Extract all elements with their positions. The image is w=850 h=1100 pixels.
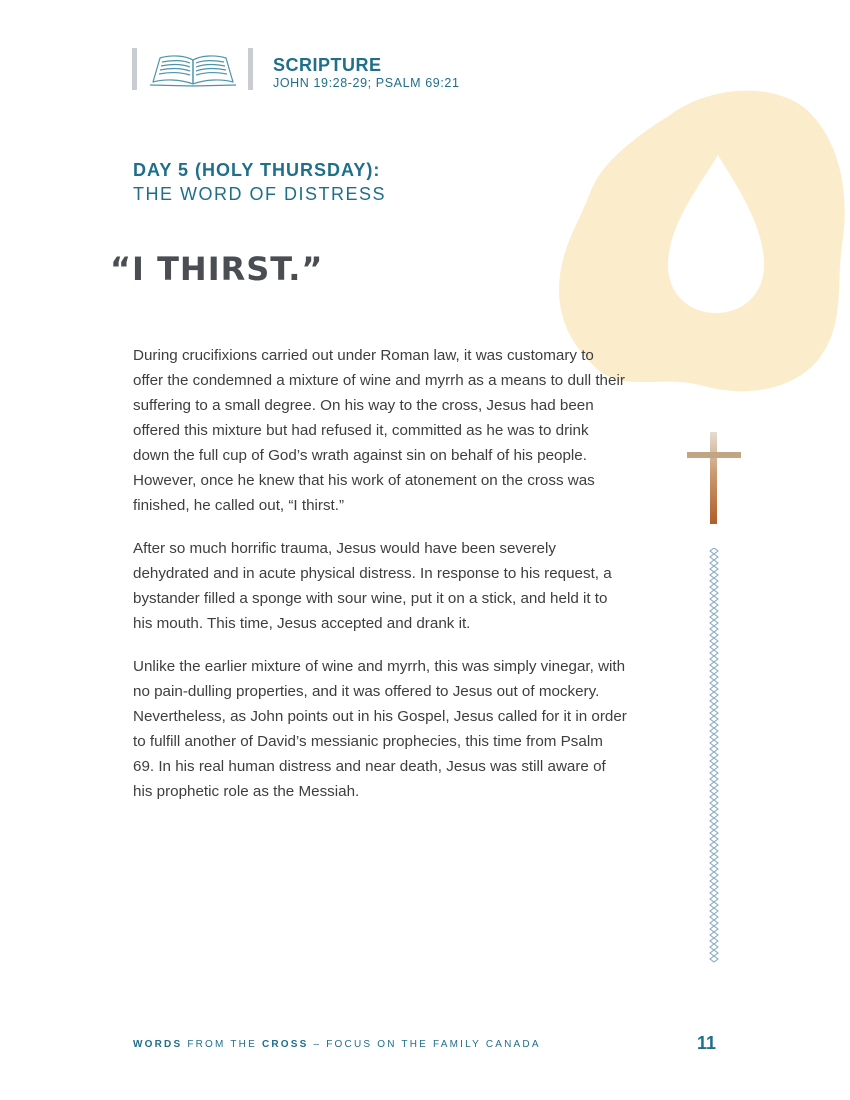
scripture-label: SCRIPTURE bbox=[273, 55, 382, 75]
zigzag-divider bbox=[708, 548, 720, 964]
scripture-reference: JOHN 19:28-29; PSALM 69:21 bbox=[273, 76, 460, 90]
paragraph-2: After so much horrific trauma, Jesus would have been severely dehydrated and in acute physical distress. In response to his request, a bystander filled a sponge with sour wine, put it on a stick, and held it to his mouth. This time, Jesus accepted and drank it. bbox=[133, 540, 612, 632]
scripture-header bbox=[132, 48, 532, 92]
footer-organization: FOCUS ON THE FAMILY CANADA bbox=[326, 1039, 541, 1050]
day-subtitle: THE WORD OF DISTRESS bbox=[133, 184, 387, 204]
header-divider-right bbox=[248, 48, 253, 90]
footer-words: WORDS bbox=[133, 1039, 183, 1050]
header-divider-left bbox=[132, 48, 137, 90]
paragraph-1: During crucifixions carried out under Roman law, it was customary to offer the condemned a mixture of wine and myrrh as a means to dull their suffering to a small degree. On his way to the cross, Jesus had been offered this mixture but had refused it, committed as he was to drink down the full cup of God’s wrath against sin on behalf of his people. However, once he knew that his work of atonement on the cross was finished, he called out, “I thirst.” bbox=[133, 347, 625, 514]
footer-cross: CROSS bbox=[261, 1039, 309, 1050]
page-number: 11 bbox=[697, 1033, 717, 1053]
footer-from-the: FROM THE bbox=[187, 1039, 257, 1050]
headline-quote: “I THIRST.” bbox=[110, 250, 324, 288]
footer-separator: – bbox=[313, 1039, 322, 1050]
footer-title bbox=[133, 1039, 541, 1050]
open-book-icon bbox=[148, 52, 238, 88]
body-text bbox=[133, 343, 628, 822]
paragraph-3: Unlike the earlier mixture of wine and myrrh, this was simply vinegar, with no pain-dulling properties, and it was offered to Jesus out of mockery. Nevertheless, as John points out in his Gospel, Jesus called for it in order to fulfill another of David’s messianic prophecies, this time from Psalm 69. In his real human distress and near death, Jesus was still aware of his prophetic role as the Messiah. bbox=[133, 658, 627, 800]
cross-icon bbox=[686, 432, 742, 526]
day-title: DAY 5 (HOLY THURSDAY): bbox=[133, 160, 381, 180]
